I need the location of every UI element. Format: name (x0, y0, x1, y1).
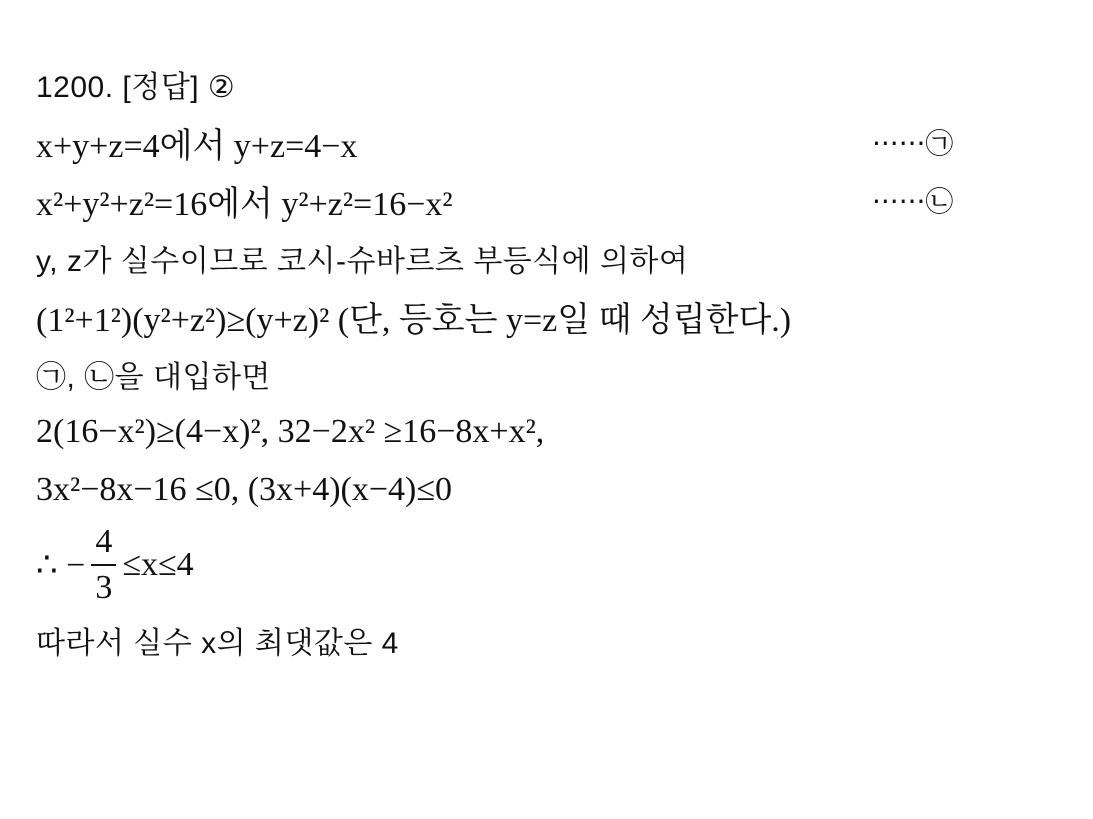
expansion-line (36, 403, 1056, 461)
expansion-line-text: 2(16−x²)≥(4−x)², 32−2x² ≥16−8x+x², (36, 413, 545, 450)
answer-heading-text: 1200. [정답] ② (36, 71, 236, 104)
solution-document (36, 55, 1056, 669)
range-line (36, 519, 1056, 611)
range-suffix: ≤x≤4 (122, 546, 194, 583)
inequality-line-text: (1²+1²)(y²+z²)≥(y+z)² (단, 등호는 y=z일 때 성립한다.) (36, 301, 792, 339)
equation-2-marker: ······㉡ (872, 185, 954, 218)
premise-line (36, 229, 1056, 287)
premise-line-text: y, z가 실수이므로 코시-슈바르츠 부등식에 의하여 (36, 245, 689, 278)
equation-1 (36, 113, 1056, 171)
factored-line-text: 3x²−8x−16 ≤0, (3x+4)(x−4)≤0 (36, 471, 453, 508)
substitution-line-text: ㉠, ㉡을 대입하면 (36, 361, 271, 394)
substitution-line (36, 345, 1056, 403)
conclusion-line (36, 611, 1056, 669)
answer-heading (36, 55, 1056, 113)
equation-1-marker: ······㉠ (872, 127, 954, 160)
conclusion-line-text: 따라서 실수 x의 최댓값은 4 (36, 627, 399, 660)
equation-2-text: x²+y²+z²=16에서 y²+z²=16−x² (36, 185, 453, 223)
fraction-four-thirds (91, 524, 116, 605)
fraction-denominator: 3 (95, 569, 113, 606)
factored-line (36, 461, 1056, 519)
range-prefix: ∴ − (36, 547, 86, 584)
equation-2 (36, 171, 1056, 229)
fraction-bar (91, 564, 116, 566)
inequality-line (36, 287, 1056, 345)
equation-1-text: x+y+z=4에서 y+z=4−x (36, 127, 358, 165)
fraction-numerator: 4 (95, 523, 113, 561)
